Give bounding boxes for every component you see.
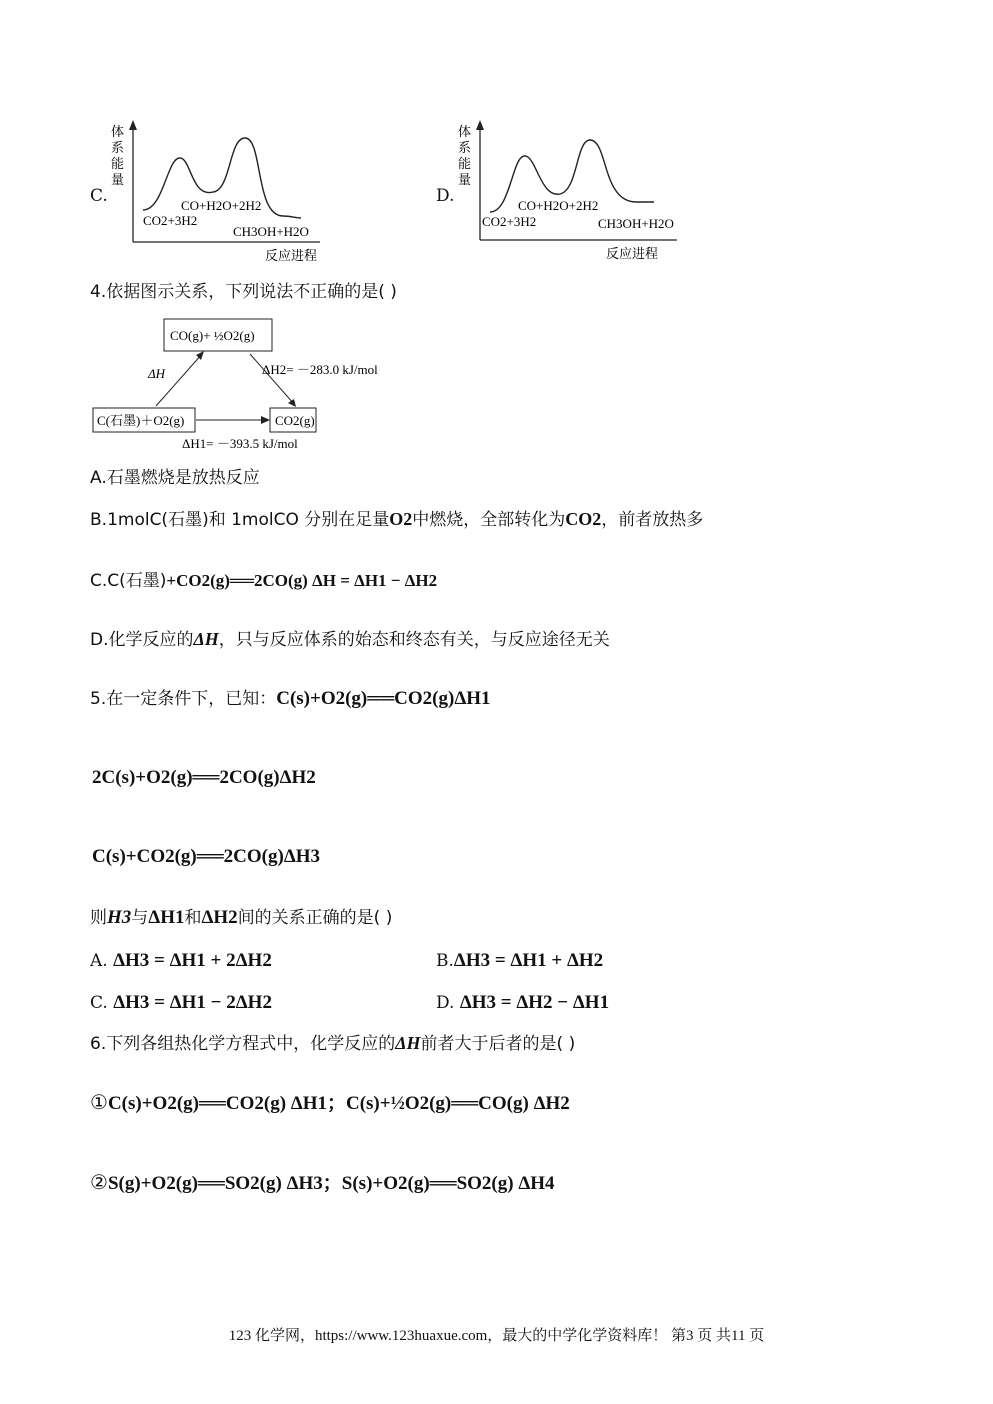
q4-b-o2: O2 [389,509,413,529]
q5-option-a: A. ΔH3 = ΔH1 + 2ΔH2 [90,950,272,971]
reactants-label: CO2+3H2 [482,214,537,229]
q4-stem: 4.依据图示关系，下列说法不正确的是( ) [90,282,397,302]
q4-option-d [90,628,610,651]
q5-stem [90,688,491,710]
y-axis-char: 系 [111,140,125,155]
y-axis-char: 能 [458,156,472,171]
x-axis-label: 反应进程 [265,249,318,264]
intermediate-label: CO+H2O+2H2 [518,198,599,213]
left-box-label: C(石墨)＋O2(g) [97,413,185,428]
q6-item-1-equations: C(s)+O2(g)══CO2(g) ΔH1；C(s)+½O2(g)══CO(g) ΔH2 [107,1093,570,1114]
x-axis-label: 反应进程 [606,247,659,262]
y-axis-char: 体 [458,124,472,139]
energy-diagram-c [105,118,345,268]
q6-item-1 [90,1088,570,1115]
dh1-label: ΔH1= －393.5 kJ/mol [182,436,298,451]
item-number: ① [90,1090,108,1114]
products-label: CH3OH+H2O [233,224,309,239]
q4-b-text: B.1molC(石墨)和 1molCO 分别在足量 [90,510,390,530]
y-axis-char: 量 [458,172,472,187]
energy-diagram-d [452,118,692,268]
q4-d-dh: ΔH [193,629,219,649]
intermediate-label: CO+H2O+2H2 [181,198,262,213]
y-axis-char: 系 [458,140,472,155]
q5-option-b: B.ΔH3 = ΔH1 + ΔH2 [436,950,604,971]
q4-c-label: C.C(石墨) [90,571,167,591]
q4-option-b [90,508,703,531]
hess-cycle-diagram [90,316,400,456]
q5-option-d: D. ΔH3 = ΔH2 − ΔH1 [436,992,610,1013]
page-footer: 123 化学网，https://www.123huaxue.com，最大的中学化学资料库！ 第3 页 共11 页 [228,1328,765,1344]
q4-b-text: 中燃烧，全部转化为 [412,510,566,530]
q5-eq1: C(s)+O2(g)══CO2(g)ΔH1 [276,688,491,709]
q4-c-equation: +CO2(g)══2CO(g) ΔH = ΔH1 − ΔH2 [166,571,438,590]
q5-eq3: C(s)+CO2(g)══2CO(g)ΔH3 [92,846,321,867]
q4-option-c [90,570,437,592]
products-label: CH3OH+H2O [598,216,674,231]
q4-option-a: A.石墨燃烧是放热反应 [90,468,260,488]
item-number: ② [90,1170,108,1194]
q5-eq2: 2C(s)+O2(g)══2CO(g)ΔH2 [92,767,316,788]
q4-b-co2: CO2 [565,509,602,529]
q4-b-text: ，前者放热多 [601,510,704,530]
top-box-label: CO(g)+ ½O2(g) [170,328,255,343]
y-axis-char: 能 [111,156,125,171]
q5-stem-text: 5.在一定条件下，已知： [90,689,277,709]
dh2-label: ΔH2= －283.0 kJ/mol [262,362,378,377]
option-c-label: C. [90,186,108,206]
q6-stem: 6.下列各组热化学方程式中，化学反应的ΔH前者大于后者的是( ) [90,1033,576,1054]
option-d-label: D. [436,186,455,206]
q5-option-c: C. ΔH3 = ΔH1 − 2ΔH2 [90,992,272,1013]
reactants-label: CO2+3H2 [143,213,198,228]
q4-d-text: ，只与反应体系的始态和终态有关，与反应途径无关 [218,630,610,650]
q6-item-2-equations: S(g)+O2(g)══SO2(g) ΔH3；S(s)+O2(g)══SO2(g) ΔH4 [107,1173,555,1194]
right-box-label: CO2(g) [275,413,315,428]
dh-label: ΔH [148,366,166,381]
q6-item-2 [90,1168,555,1195]
y-axis-char: 体 [111,124,125,139]
y-axis-char: 量 [111,172,125,187]
q4-d-text: D.化学反应的 [90,630,194,650]
q5-question: 则H3与ΔH1和ΔH2间的关系正确的是( ) [90,907,393,928]
